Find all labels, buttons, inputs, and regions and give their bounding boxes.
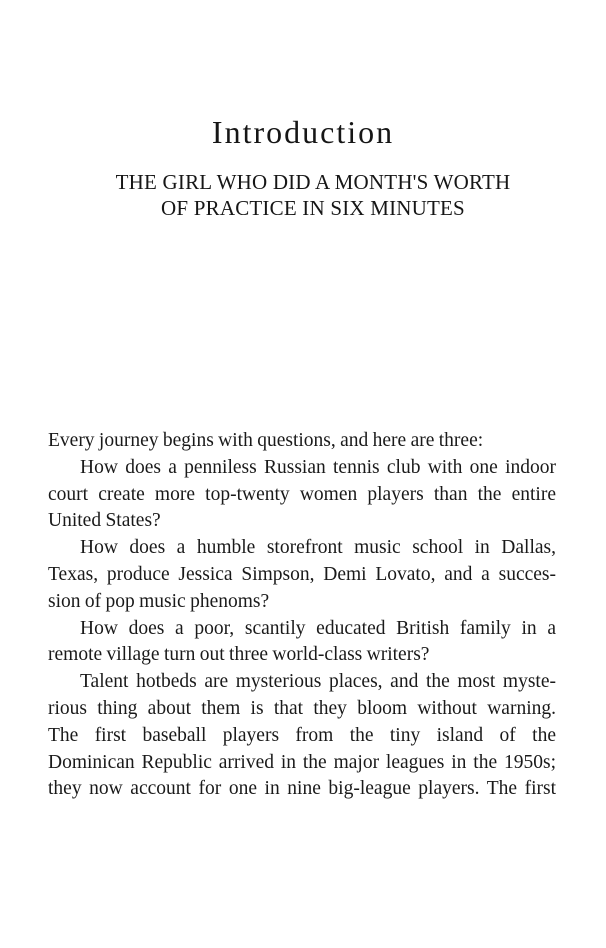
body-line: rious thing about them is that they bloom without warning. bbox=[48, 697, 556, 719]
chapter-subtitle-line-1: THE GIRL WHO DID A MONTH'S WORTH bbox=[115, 170, 511, 194]
body-line: they now account for one in nine big-league players. The first bbox=[48, 778, 556, 800]
paragraph bbox=[48, 455, 556, 535]
body-line: How does a penniless Russian tennis club with one indoor bbox=[80, 456, 556, 478]
chapter-subtitle-line-2: OF PRACTICE IN SIX MINUTES bbox=[161, 195, 465, 220]
paragraph bbox=[48, 669, 556, 803]
body-line: Every journey begins with questions, and here are three: bbox=[48, 430, 484, 451]
body-line: sion of pop music phenoms? bbox=[48, 590, 270, 612]
paragraph bbox=[48, 616, 556, 670]
body-line: Texas, produce Jessica Simpson, Demi Lovato, and a succes- bbox=[48, 563, 556, 585]
chapter-subtitle bbox=[0, 170, 606, 221]
body-line: Dominican Republic arrived in the major leagues in the 1950s; bbox=[48, 751, 556, 773]
body-text bbox=[48, 428, 556, 803]
body-line: Talent hotbeds are mysterious places, and the most myste- bbox=[80, 671, 556, 693]
body-line: How does a poor, scantily educated British family in a bbox=[80, 617, 556, 639]
paragraph bbox=[48, 428, 556, 455]
body-line: court create more top-twenty women players than the entire bbox=[48, 483, 556, 505]
chapter-title: Introduction bbox=[211, 114, 395, 150]
body-line: The first baseball players from the tiny island of the bbox=[48, 724, 556, 746]
body-line: remote village turn out three world-class writers? bbox=[48, 644, 430, 666]
body-line: United States? bbox=[48, 510, 161, 532]
paragraph bbox=[48, 535, 556, 615]
body-line: How does a humble storefront music school in Dallas, bbox=[80, 537, 556, 559]
